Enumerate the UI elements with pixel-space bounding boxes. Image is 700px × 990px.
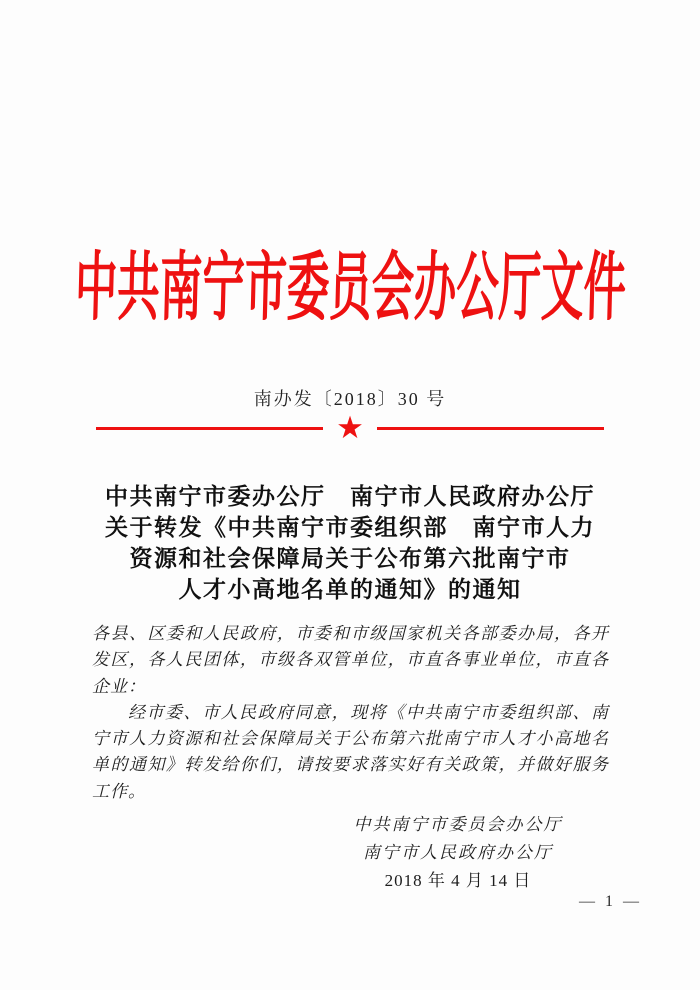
star-icon: ★: [336, 410, 364, 445]
page-number: — 1 —: [579, 893, 642, 910]
masthead: [0, 243, 700, 331]
notice-title-line: 关于转发《中共南宁市委组织部 南宁市人力: [105, 514, 595, 540]
notice-title-line: 资源和社会保障局关于公布第六批南宁市: [129, 545, 571, 571]
notice-title: [0, 481, 700, 605]
red-divider: [96, 410, 604, 445]
signature-org-line: 中共南宁市委员会办公厅: [353, 815, 563, 834]
addressee-paragraph: 各县、区委和人民政府，市委和市级国家机关各部委办局，各开发区，各人民团体，市级各双管单位，市直各事业单位，市直各企业：: [92, 624, 609, 696]
masthead-title: 中共南宁市委员会办公厅文件: [73, 245, 627, 329]
signature-org-line: 南宁市人民政府办公厅: [363, 843, 553, 862]
red-rule-left: [96, 427, 323, 430]
red-rule-right: [377, 427, 604, 430]
signature-date: 2018 年 4 月 14 日: [384, 871, 532, 890]
notice-title-line: 中共南宁市委办公厅 南宁市人民政府办公厅: [105, 483, 595, 509]
document-number: 南办发〔2018〕30 号: [253, 389, 447, 409]
notice-title-line: 人才小高地名单的通知》的通知: [178, 576, 522, 602]
signature-block: [352, 811, 564, 895]
notice-body: [92, 621, 609, 805]
body-paragraph: 经市委、市人民政府同意，现将《中共南宁市委组织部、南宁市人力资源和社会保障局关于公布第六批南宁市人才小高地名单的通知》转发给你们，请按要求落实好有关政策，并做好服务工作。: [92, 702, 609, 801]
